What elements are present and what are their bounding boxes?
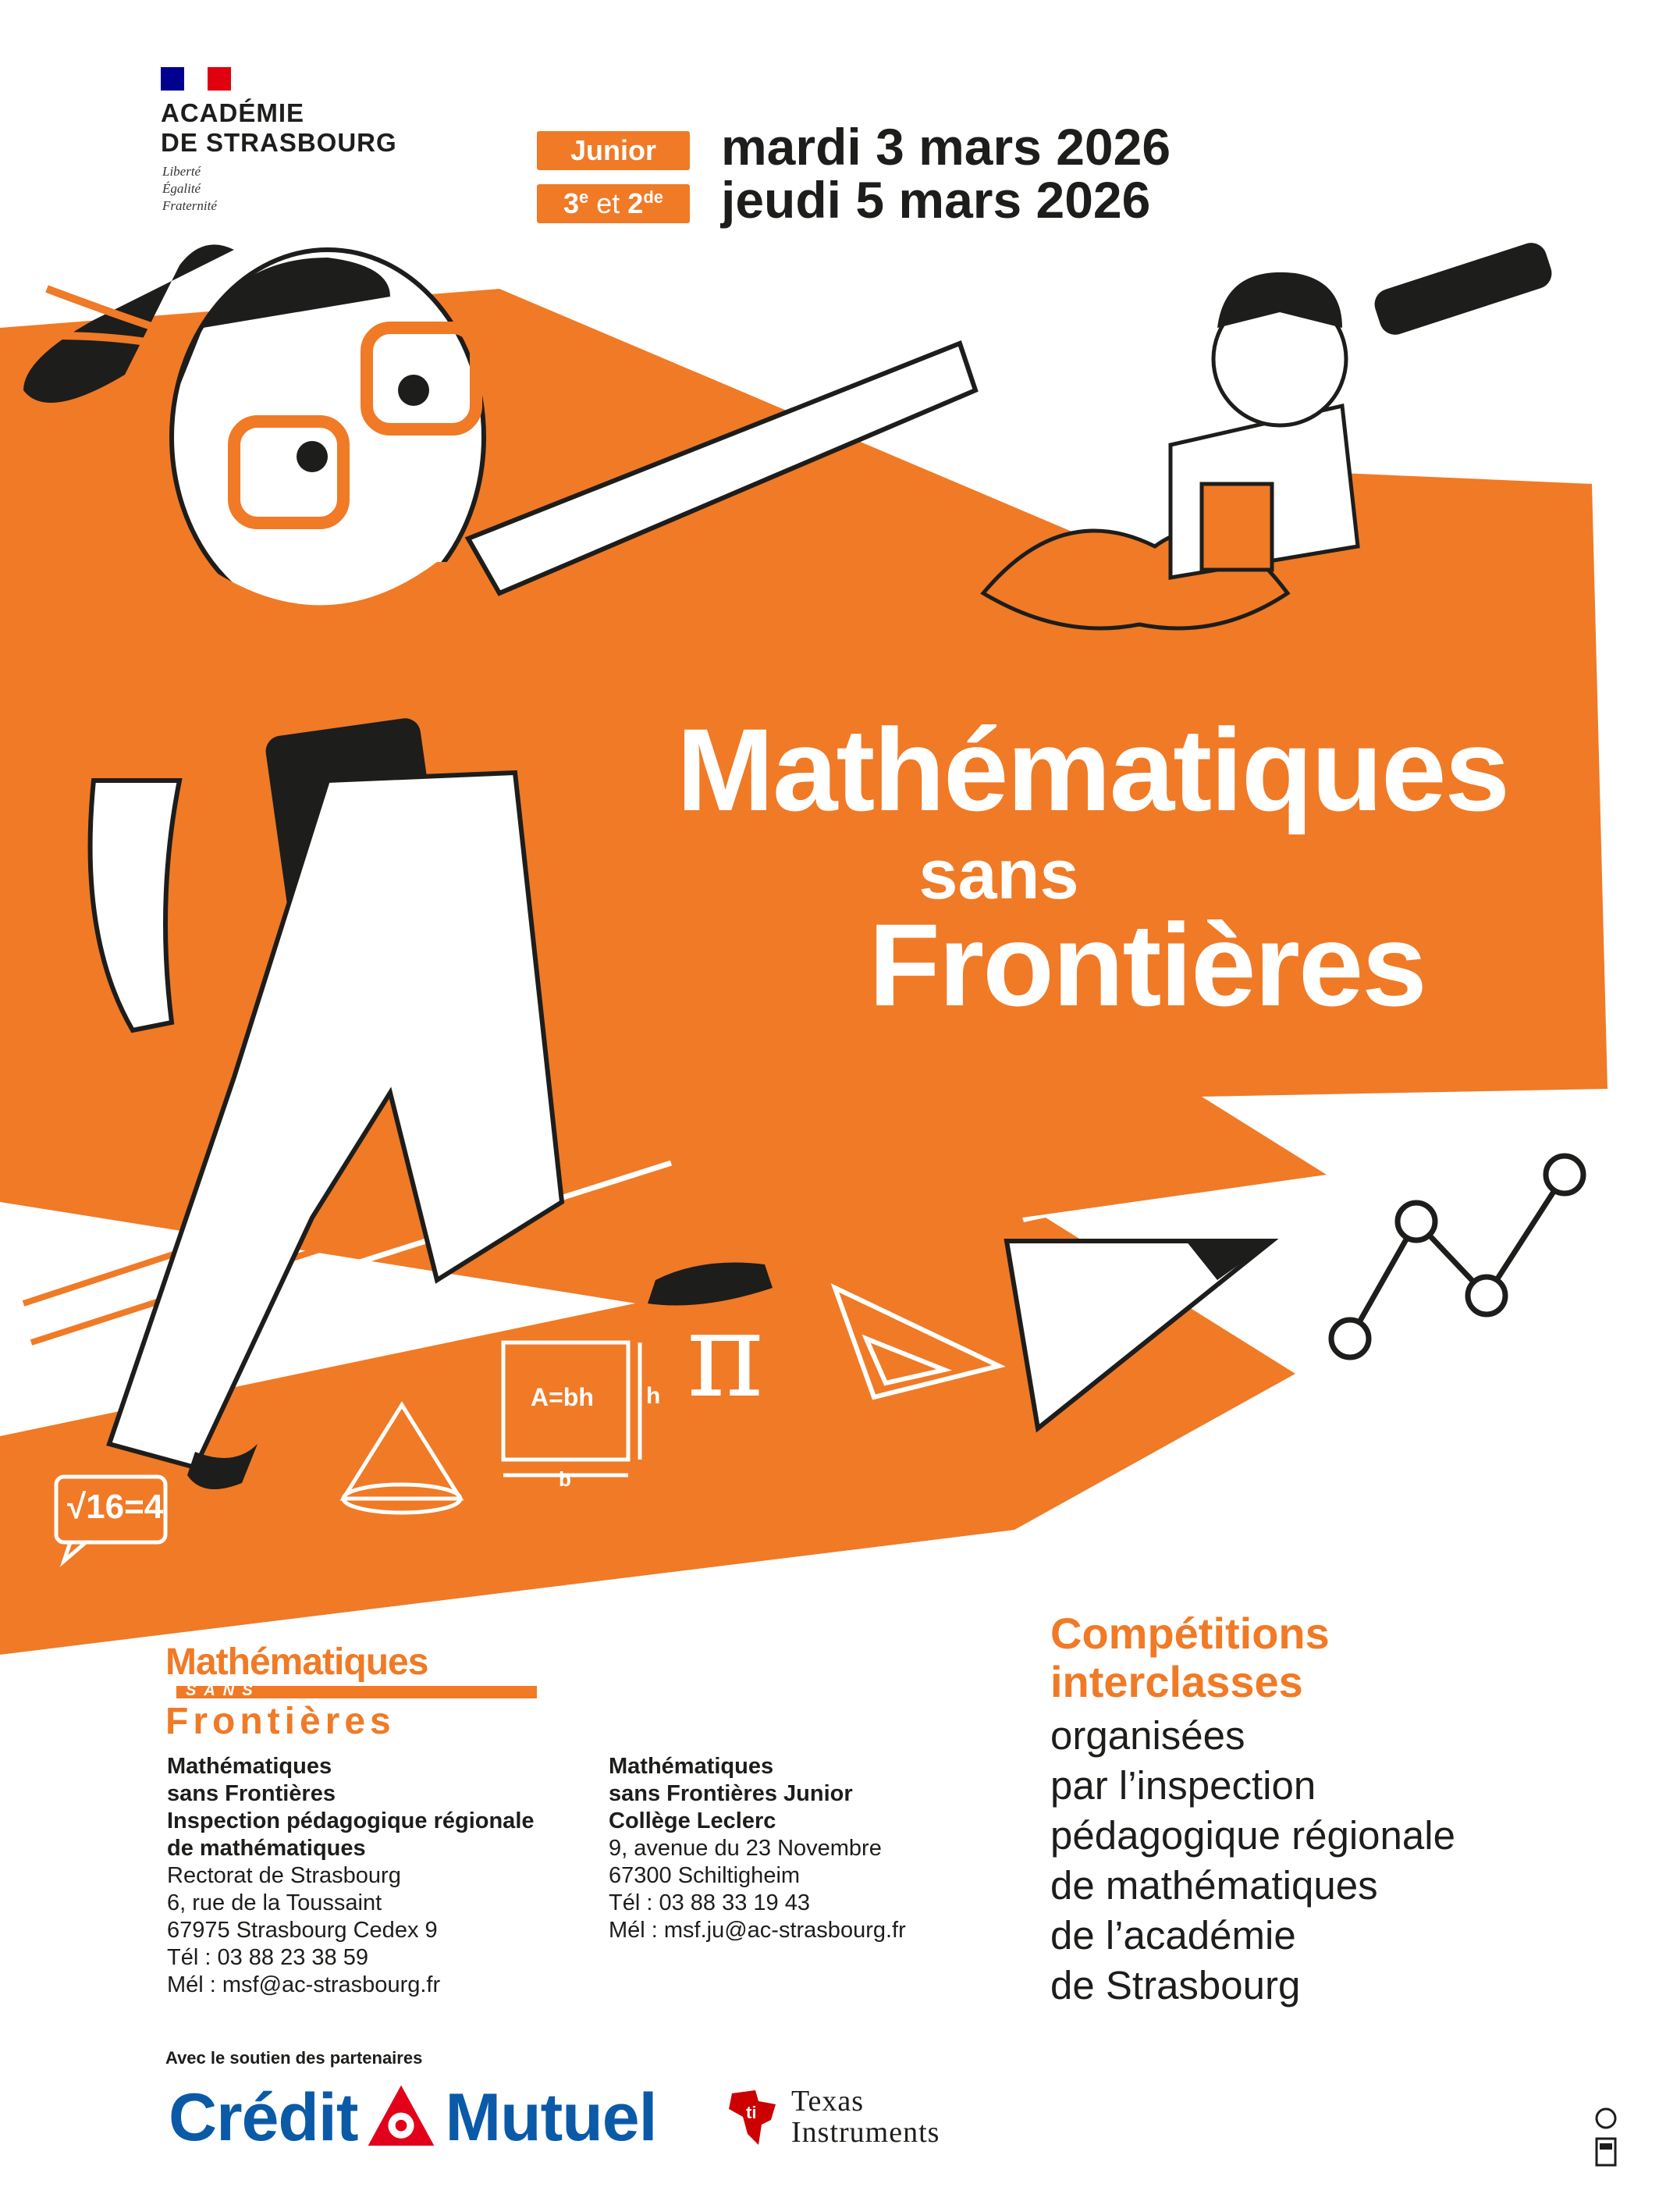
address-junior-bold-2: sans Frontières Junior: [609, 1781, 853, 1806]
flag-blue: [161, 67, 184, 91]
motto-fraternite: Fraternité: [162, 198, 217, 213]
logo-line2: SANS: [186, 1682, 261, 1699]
competitions-heading-2: interclasses: [1050, 1657, 1303, 1706]
competitions-body-6: de Strasbourg: [1050, 1963, 1301, 2008]
ti-line2: Instruments: [791, 2116, 940, 2149]
address-main-line-1: Rectorat de Strasbourg: [167, 1863, 401, 1888]
address-main-email: Mél : msf@ac-strasbourg.fr: [167, 1972, 441, 1997]
motto-egalite: Égalité: [162, 181, 201, 196]
address-junior-line-2: 67300 Schiltigheim: [609, 1863, 801, 1888]
address-main-bold-3: Inspection pédagogique régionale: [167, 1808, 535, 1833]
motto-liberte: Liberté: [162, 164, 201, 179]
level-3-sup: e: [579, 187, 589, 207]
address-junior-phone: Tél : 03 88 33 19 43: [609, 1890, 810, 1915]
french-flag-logo: [161, 67, 231, 91]
line-graph-icon: [1331, 1156, 1583, 1357]
competitions-body-5: de l’académie: [1050, 1913, 1296, 1958]
ti-line1: Texas: [791, 2085, 865, 2118]
address-main-line-2: 6, rue de la Toussaint: [167, 1890, 382, 1915]
competitions-body: [1050, 1711, 1455, 2011]
level-2: 2: [627, 187, 644, 219]
level-2-sup: de: [643, 187, 664, 207]
address-main-bold-2: sans Frontières: [167, 1781, 336, 1806]
competitions-heading-1: Compétitions: [1050, 1609, 1330, 1658]
texas-instruments-logo: [724, 2086, 940, 2148]
logo-line3: Frontières: [165, 1701, 396, 1742]
level-3: 3: [563, 187, 580, 219]
recycle-icon: [1592, 2107, 1620, 2170]
competitions-body-1: organisées: [1050, 1713, 1245, 1758]
levels-et: et: [588, 187, 628, 219]
competitions-heading: [1050, 1609, 1330, 1706]
area-formula-text: A=bh: [531, 1383, 594, 1411]
flag-white: [184, 67, 208, 91]
title-line2: sans: [918, 836, 1079, 914]
address-junior: [609, 1753, 906, 1944]
address-main-bold-4: de mathématiques: [167, 1836, 366, 1861]
texas-instruments-icon: [724, 2086, 780, 2148]
address-junior-line-1: 9, avenue du 23 Novembre: [609, 1836, 882, 1861]
competitions-body-2: par l’inspection: [1050, 1763, 1316, 1808]
address-main-line-3: 67975 Strasbourg Cedex 9: [167, 1918, 438, 1943]
height-label: h: [646, 1383, 661, 1409]
flag-red: [208, 67, 231, 91]
junior-date: mardi 3 mars 2026: [721, 118, 1171, 176]
levels-date: jeudi 5 mars 2026: [721, 171, 1151, 229]
credit-mutuel-right: Mutuel: [445, 2080, 657, 2155]
svg-text:ti: ti: [746, 2103, 757, 2122]
logo-line1: Mathématiques: [165, 1641, 428, 1683]
partners-label: Avec le soutien des partenaires: [165, 2048, 423, 2068]
address-junior-bold-3: Collège Leclerc: [609, 1808, 776, 1833]
address-junior-email: Mél : msf.ju@ac-strasbourg.fr: [609, 1918, 906, 1943]
pi-symbol-icon: π: [687, 1288, 764, 1424]
credit-mutuel-logo: [169, 2079, 657, 2157]
title-line3: Frontières: [869, 899, 1426, 1030]
junior-tag: Junior: [537, 131, 690, 170]
credit-mutuel-left: Crédit: [169, 2080, 358, 2155]
levels-tag: [537, 184, 690, 223]
title-line1: Mathématiques: [677, 704, 1508, 835]
base-label: b: [559, 1467, 571, 1491]
academy-name-line2: DE STRASBOURG: [161, 128, 397, 157]
address-main-phone: Tél : 03 88 23 38 59: [167, 1945, 368, 1970]
competitions-body-4: de mathématiques: [1050, 1863, 1378, 1908]
address-main: [167, 1753, 535, 1999]
sqrt-doodle-text: √16=4: [67, 1488, 164, 1526]
competitions-body-3: pédagogique régionale: [1050, 1813, 1455, 1858]
credit-mutuel-symbol-icon: [365, 2082, 437, 2154]
academy-name-line1: ACADÉMIE: [161, 98, 305, 127]
address-main-bold-1: Mathématiques: [167, 1754, 332, 1779]
address-junior-bold-1: Mathématiques: [609, 1754, 774, 1779]
